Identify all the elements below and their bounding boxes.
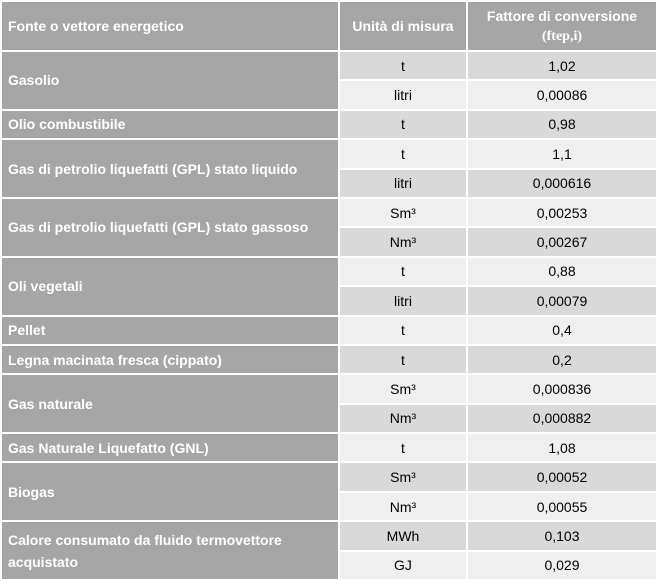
fonte-cell: Olio combustibile [2,111,338,138]
unita-cell: Nm³ [340,228,466,255]
fonte-cell: Gas di petrolio liquefatti (GPL) stato gassoso [2,199,338,256]
fonte-cell: Gas di petrolio liquefatti (GPL) stato liquido [2,140,338,197]
header-unita: Unità di misura [340,2,466,50]
unita-cell: Sm³ [340,199,466,226]
unita-cell: GJ [340,552,466,579]
table-row [2,258,656,285]
table-row [2,463,656,490]
valore-cell: 0,2 [468,346,656,373]
valore-cell: 1,02 [468,52,656,79]
valore-cell: 0,00052 [468,463,656,490]
unita-cell: litri [340,170,466,197]
table-row [2,199,656,226]
valore-cell: 0,98 [468,111,656,138]
header-fonte: Fonte o vettore energetico [2,2,338,50]
header-row [2,2,656,50]
fonte-cell: Biogas [2,463,338,520]
table-row [2,111,656,138]
unita-cell: Nm³ [340,405,466,432]
unita-cell: t [340,317,466,344]
header-fattore [468,2,656,50]
table-row [2,346,656,373]
valore-cell: 0,00086 [468,81,656,108]
table-row [2,140,656,167]
unita-cell: Nm³ [340,493,466,520]
table-row [2,375,656,402]
valore-cell: 0,00055 [468,493,656,520]
valore-cell: 0,4 [468,317,656,344]
valore-cell: 1,1 [468,140,656,167]
unita-cell: t [340,434,466,461]
unita-cell: t [340,52,466,79]
valore-cell: 0,88 [468,258,656,285]
valore-cell: 1,08 [468,434,656,461]
unita-cell: t [340,111,466,138]
table-row [2,52,656,79]
table-row [2,522,656,549]
valore-cell: 0,103 [468,522,656,549]
valore-cell: 0,000836 [468,375,656,402]
unita-cell: litri [340,287,466,314]
fonte-cell: Pellet [2,317,338,344]
fonte-cell: Legna macinata fresca (cippato) [2,346,338,373]
valore-cell: 0,000882 [468,405,656,432]
valore-cell: 0,029 [468,552,656,579]
table-row [2,317,656,344]
valore-cell: 0,00267 [468,228,656,255]
valore-cell: 0,000616 [468,170,656,197]
fonte-cell: Calore consumato da fluido termovettore acquistato [2,522,338,579]
fonte-cell: Oli vegetali [2,258,338,315]
table-row [2,434,656,461]
unita-cell: MWh [340,522,466,549]
unita-cell: t [340,140,466,167]
unita-cell: t [340,258,466,285]
header-fattore-label: Fattore di conversione [486,7,638,24]
fonte-cell: Gas Naturale Liquefatto (GNL) [2,434,338,461]
valore-cell: 0,00079 [468,287,656,314]
unita-cell: Sm³ [340,463,466,490]
header-fattore-symbol: (ftep,i) [541,28,583,44]
unita-cell: t [340,346,466,373]
valore-cell: 0,00253 [468,199,656,226]
fonte-cell: Gasolio [2,52,338,109]
unita-cell: litri [340,81,466,108]
unita-cell: Sm³ [340,375,466,402]
fonte-cell: Gas naturale [2,375,338,432]
